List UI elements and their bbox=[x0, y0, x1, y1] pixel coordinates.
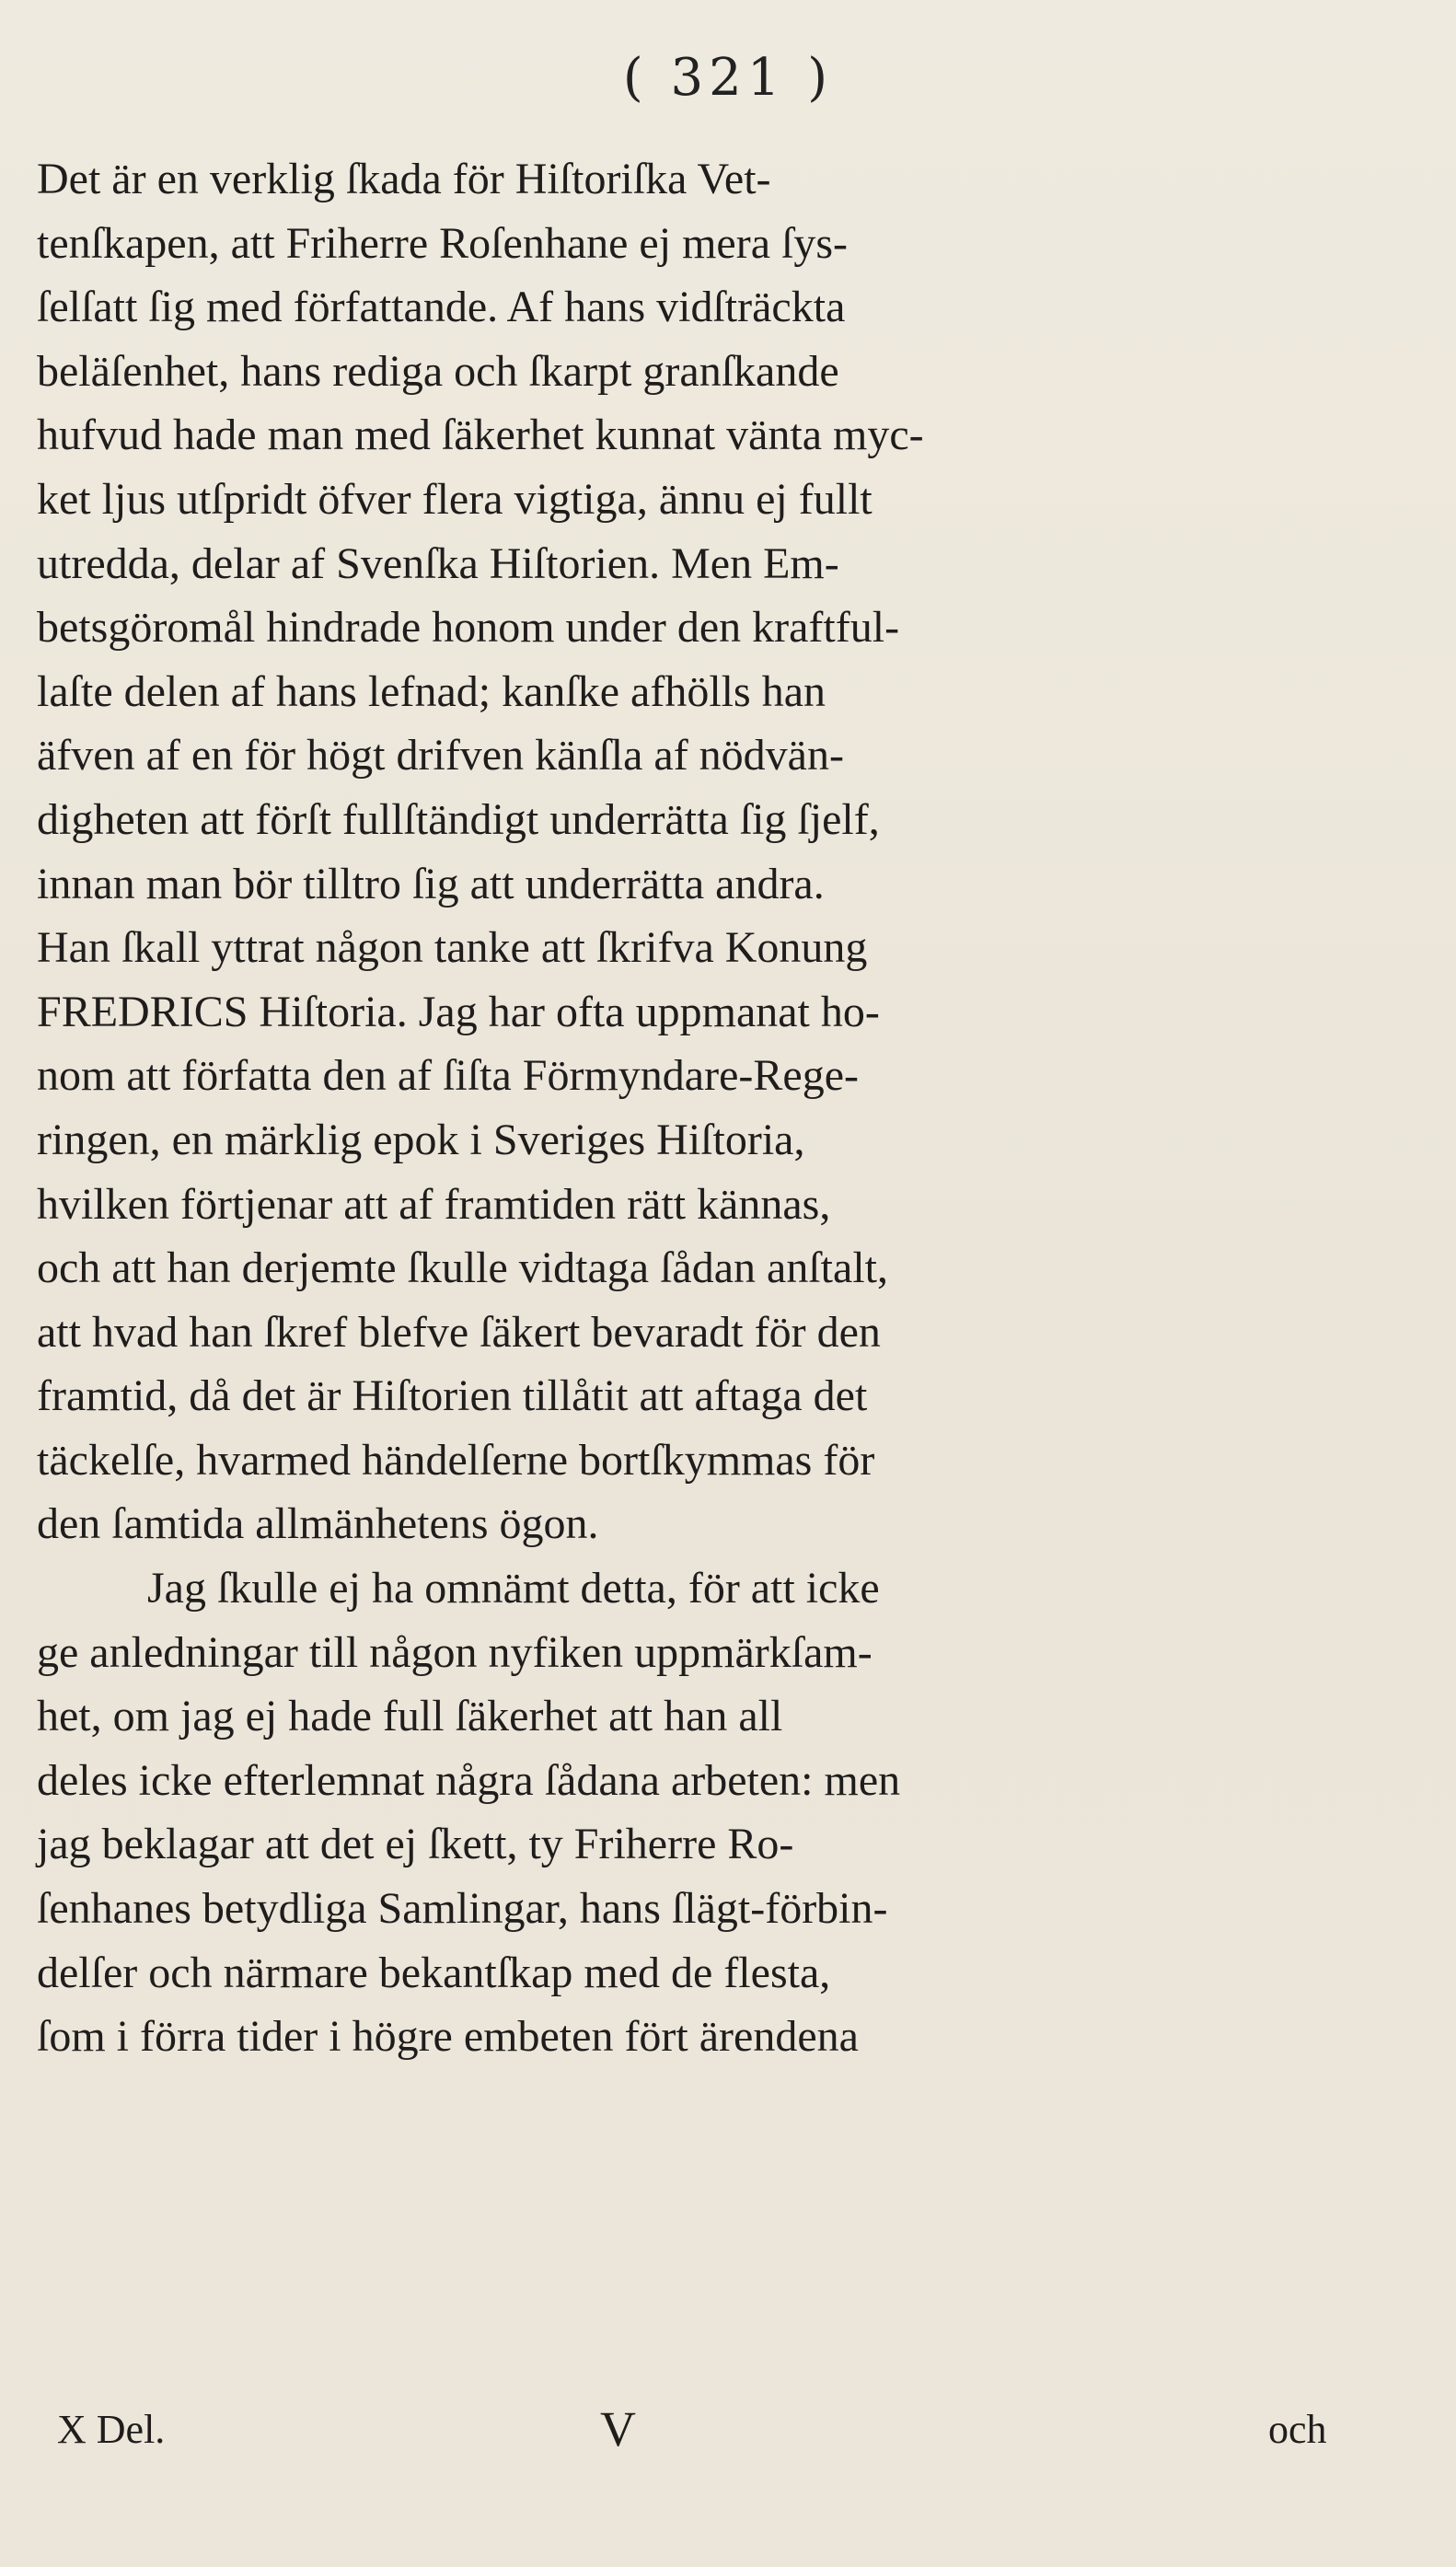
text-line: FREDRICS Hiſtoria. Jag har ofta uppmanat ho- bbox=[37, 987, 880, 1036]
text-line: deles icke efterlemnat några ſådana arbeten: men bbox=[37, 1755, 901, 1805]
text-line: hufvud hade man med ſäkerhet kunnat vänta myc- bbox=[37, 410, 924, 460]
text-line: den ſamtida allmänhetens ögon. bbox=[37, 1499, 599, 1549]
text-line: Jag ſkulle ej ha omnämt detta, för att icke bbox=[147, 1564, 880, 1613]
text-line: digheten att förſt fullſtändigt underrätta ſig ſjelf, bbox=[37, 794, 880, 844]
body-text bbox=[37, 147, 1288, 2069]
text-line: Det är en verklig ſkada för Hiſtoriſka Vet- bbox=[37, 155, 771, 203]
text-line: ge anledningar till någon nyfiken uppmärkſam- bbox=[37, 1627, 872, 1677]
text-line: att hvad han ſkref blefve ſäkert bevaradt för den bbox=[37, 1307, 881, 1357]
text-line: beläſenhet, hans rediga och ſkarpt granſkande bbox=[37, 346, 839, 396]
text-line: ringen, en märklig epok i Sveriges Hiſtoria, bbox=[37, 1115, 805, 1164]
signature-mark: X Del. bbox=[57, 2407, 166, 2452]
text-line: jag beklagar att det ej ſkett, ty Friherre Ro- bbox=[37, 1820, 794, 1869]
text-line: laſte delen af hans lefnad; kanſke afhölls han bbox=[37, 666, 826, 716]
text-line: ſenhanes betydliga Samlingar, hans ſlägt-förbin- bbox=[37, 1884, 888, 1934]
text-line: betsgöromål hindrade honom under den kraftful- bbox=[37, 603, 900, 653]
text-line: nom att författa den af ſiſta Förmyndare-Rege- bbox=[37, 1051, 859, 1101]
text-line: framtid, då det är Hiſtorien tillåtit att aftaga det bbox=[37, 1371, 868, 1421]
text-line: hvilken förtjenar att af framtiden rätt kännas, bbox=[37, 1179, 831, 1229]
text-line: tenſkapen, att Friherre Roſenhane ej mera ſys- bbox=[37, 218, 848, 268]
text-line: täckelſe, hvarmed händelſerne bortſkymmas för bbox=[37, 1435, 875, 1485]
text-line: het, om jag ej hade full ſäkerhet att han all bbox=[37, 1692, 783, 1741]
text-line: delſer och närmare bekantſkap med de flesta, bbox=[37, 1948, 831, 1997]
text-line: utredda, delar af Svenſka Hiſtorien. Men Em- bbox=[37, 538, 839, 588]
text-line: Han ſkall yttrat någon tanke att ſkrifva Konung bbox=[37, 923, 868, 973]
sheet-mark: V bbox=[600, 2401, 636, 2457]
text-line: ſelſatt ſig med författande. Af hans vidſträckta bbox=[37, 283, 846, 332]
text-line: ſom i förra tider i högre embeten fört ärendena bbox=[37, 2012, 859, 2062]
text-line: ket ljus utſpridt öfver flera vigtiga, ännu ej fullt bbox=[37, 474, 872, 524]
text-line: och att han derjemte ſkulle vidtaga ſådan anſtalt, bbox=[37, 1243, 888, 1293]
page-number-header: ( 321 ) bbox=[622, 48, 834, 108]
text-line: äfven af en för högt drifven känſla af nödvän- bbox=[37, 731, 844, 781]
catchword: och bbox=[1268, 2407, 1327, 2452]
text-line: innan man bör tilltro ſig att underrätta andra. bbox=[37, 859, 825, 908]
page-footer bbox=[0, 2401, 1456, 2470]
